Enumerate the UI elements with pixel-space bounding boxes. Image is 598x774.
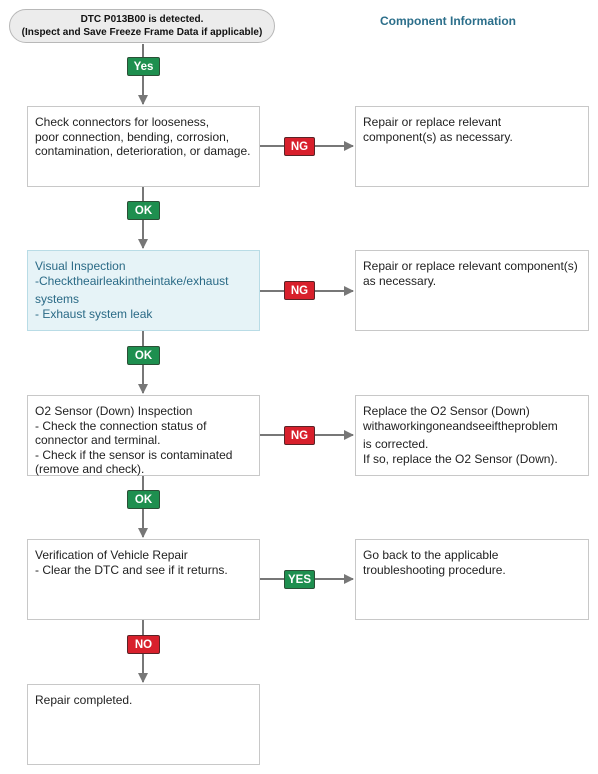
step-visual-inspection: [27, 250, 260, 331]
step-line: Check connectors for looseness,: [35, 115, 210, 129]
ng-badge: NG: [284, 281, 315, 300]
start-line-2: (Inspect and Save Freeze Frame Data if applicable): [21, 27, 263, 38]
result-repair-components: [355, 106, 589, 187]
step-line: systems: [35, 292, 80, 306]
step-o2-sensor-inspection: [27, 395, 260, 476]
result-line: withaworkingoneandseeiftheproblem: [363, 418, 558, 433]
yes-badge: YES: [284, 570, 315, 589]
yes-badge: Yes: [127, 57, 160, 76]
result-repair-components: [355, 250, 589, 331]
ok-badge: OK: [127, 201, 160, 220]
result-line: as necessary.: [363, 273, 437, 288]
result-line: troubleshooting procedure.: [363, 562, 506, 577]
start-node: [9, 9, 275, 43]
step-verification-vehicle-repair: [27, 539, 260, 620]
step-line: Verification of Vehicle Repair: [35, 548, 188, 562]
ng-badge: NG: [284, 426, 315, 445]
result-line: Repair or replace relevant: [363, 115, 502, 129]
step-line: - Exhaust system leak: [35, 306, 153, 321]
ok-badge: OK: [127, 490, 160, 509]
ng-badge: NG: [284, 137, 315, 156]
no-badge: NO: [127, 635, 160, 654]
final-line: Repair completed.: [35, 693, 133, 707]
result-line: If so, replace the O2 Sensor (Down).: [363, 451, 558, 466]
result-line: component(s) as necessary.: [363, 129, 513, 144]
step-line: - Clear the DTC and see if it returns.: [35, 562, 228, 577]
start-line-1: DTC P013B00 is detected.: [80, 14, 204, 25]
result-line: Replace the O2 Sensor (Down): [363, 404, 530, 418]
step-line: -Checktheairleakintheintake/exhaust: [35, 273, 229, 288]
step-repair-completed: [27, 684, 260, 765]
result-line: Repair or replace relevant component(s): [363, 259, 578, 273]
step-line: (remove and check).: [35, 462, 145, 476]
step-line: - Check the connection status of: [35, 418, 207, 433]
step-check-connectors: [27, 106, 260, 187]
result-go-back-troubleshooting: [355, 539, 589, 620]
result-line: is corrected.: [363, 437, 429, 451]
step-line: connector and terminal.: [35, 433, 161, 447]
ok-badge: OK: [127, 346, 160, 365]
result-line: Go back to the applicable: [363, 548, 499, 562]
step-line: Visual Inspection: [35, 259, 126, 273]
step-line: O2 Sensor (Down) Inspection: [35, 404, 193, 418]
step-line: - Check if the sensor is contaminated: [35, 447, 233, 462]
result-replace-o2-sensor: [355, 395, 589, 476]
component-information-link[interactable]: Component Information: [380, 14, 516, 28]
step-line: contamination, deterioration, or damage.: [35, 144, 251, 158]
step-line: poor connection, bending, corrosion,: [35, 129, 230, 144]
